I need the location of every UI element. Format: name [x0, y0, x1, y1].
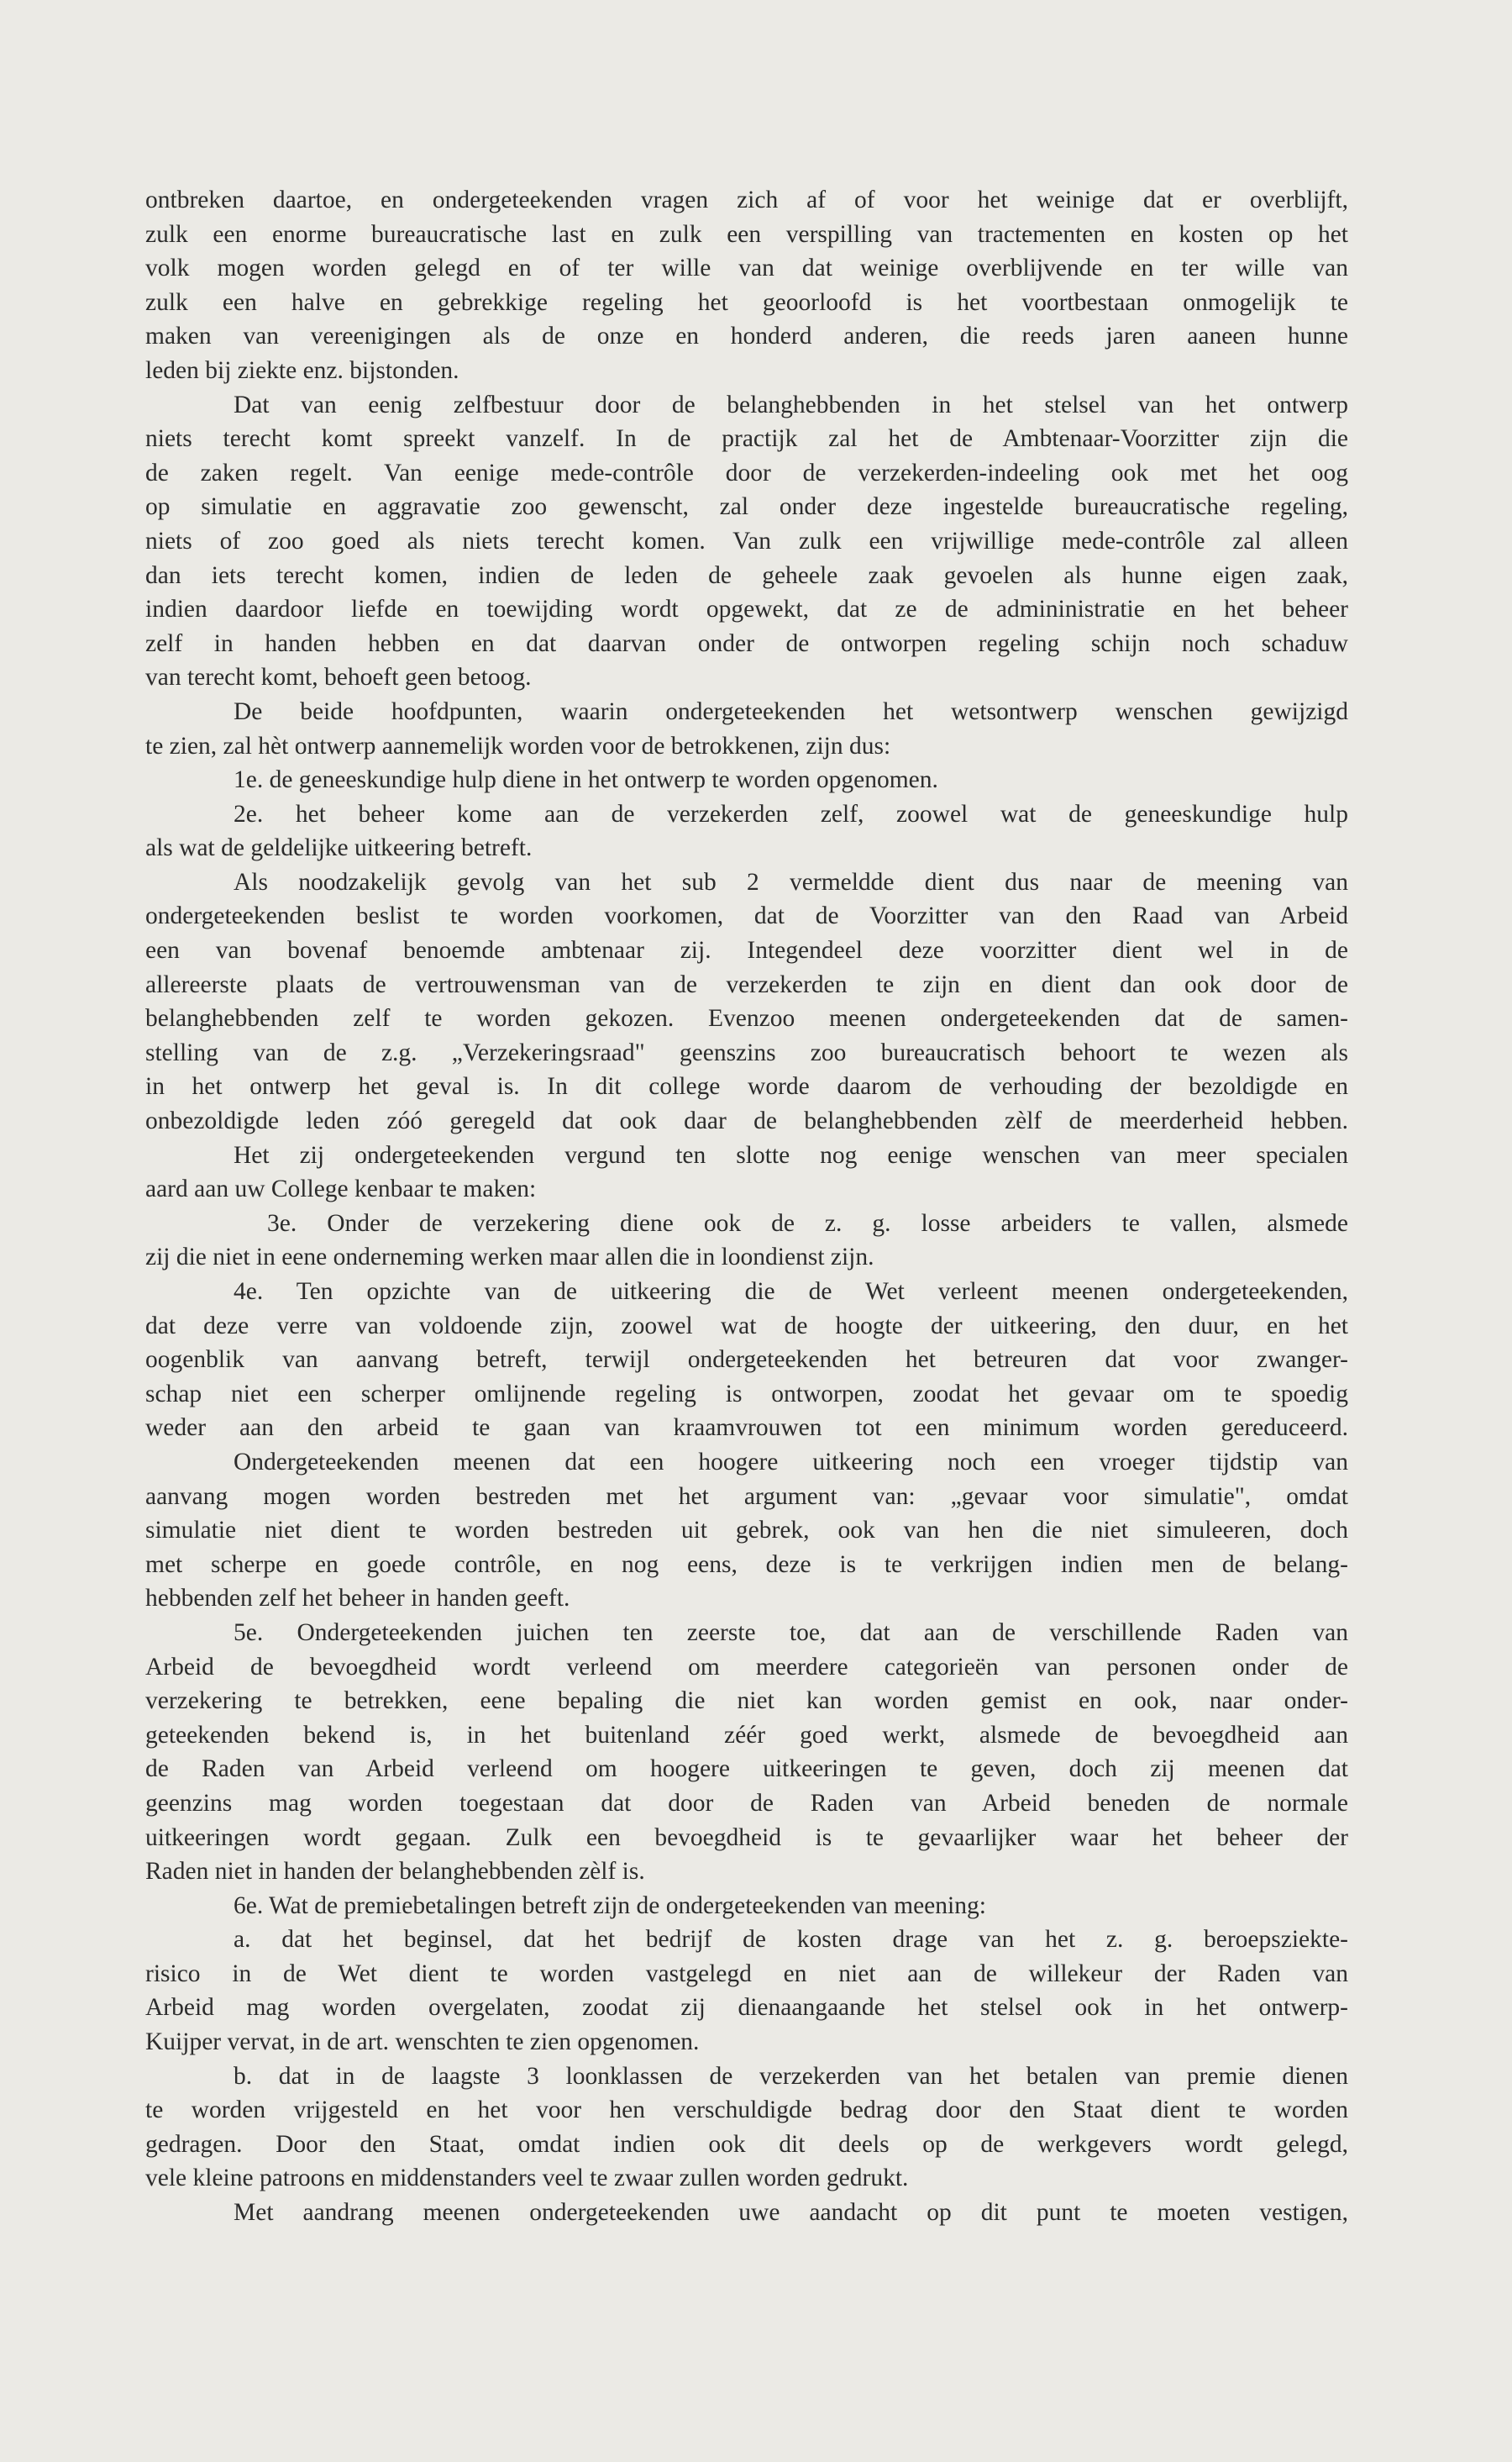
text-line: allereerste plaats de vertrouwensman van de verzekerden te zijn en dient dan ook door de — [145, 971, 1348, 998]
text-line: Raden niet in handen der belanghebbenden zèlf is. — [145, 1858, 645, 1886]
text-line: Dat van eenig zelfbestuur door de belanghebbenden in het stelsel van het ontwerp — [234, 391, 1348, 418]
text-line: zelf in handen hebben en dat daarvan onder de ontworpen regeling schijn noch schaduw — [145, 629, 1348, 657]
text-line: niets of zoo goed als niets terecht komen. Van zulk een vrijwillige mede-contrôle zal alleen — [145, 527, 1348, 555]
text-line: in het ontwerp het geval is. In dit college worde daarom de verhouding der bezoldigde en — [145, 1073, 1348, 1101]
text-line: Ondergeteekenden meenen dat een hoogere uitkeering noch een vroeger tijdstip van — [234, 1448, 1348, 1476]
text-line: ondergeteekenden beslist te worden voorkomen, dat de Voorzitter van den Raad van Arbeid — [145, 902, 1348, 930]
text-line: oogenblik van aanvang betreft, terwijl ondergeteekenden het betreuren dat voor zwanger- — [145, 1346, 1348, 1374]
text-line: belanghebbenden zelf te worden gekozen. Evenzoo meenen ondergeteekenden dat de samen- — [145, 1005, 1348, 1033]
text-line: een van bovenaf benoemde ambtenaar zij. Integendeel deze voorzitter dient wel in de — [145, 937, 1348, 965]
text-line: Kuijper vervat, in de art. wenschten te zien opgenomen. — [145, 2028, 700, 2056]
text-line: 5e. Ondergeteekenden juichen ten zeerste toe, dat aan de verschillende Raden van — [234, 1618, 1348, 1646]
text-line: simulatie niet dient te worden bestreden uit gebrek, ook van hen die niet simuleeren, doch — [145, 1517, 1348, 1544]
text-line: niets terecht komt spreekt vanzelf. In de practijk zal het de Ambtenaar-Voorzitter zijn die — [145, 425, 1348, 453]
text-line: maken van vereenigingen als de onze en honderd anderen, die reeds jaren aaneen hunne — [145, 323, 1348, 350]
text-line: geenzins mag worden toegestaan dat door de Raden van Arbeid beneden de normale — [145, 1789, 1348, 1817]
text-line: als wat de geldelijke uitkeering betreft. — [145, 834, 533, 862]
text-line: weder aan den arbeid te gaan van kraamvrouwen tot een minimum worden gereduceerd. — [145, 1414, 1348, 1442]
text-line: met scherpe en goede contrôle, en nog eens, deze is te verkrijgen indien men de belang- — [145, 1550, 1348, 1578]
text-line: geteekenden bekend is, in het buitenland zéér goed werkt, alsmede de bevoegdheid aan — [145, 1721, 1348, 1749]
text-line: a. dat het beginsel, dat het bedrijf de kosten drage van het z. g. beroepsziekte- — [234, 1926, 1348, 1954]
text-line: vele kleine patroons en middenstanders veel te zwaar zullen worden gedrukt. — [145, 2165, 909, 2192]
text-line: 1e. de geneeskundige hulp diene in het ontwerp te worden opgenomen. — [234, 766, 938, 794]
text-line: schap niet een scherper omlijnende regeling is ontworpen, zoodat het gevaar om te spoedig — [145, 1380, 1348, 1407]
text-line: zij die niet in eene onderneming werken maar allen die in loondienst zijn. — [145, 1244, 874, 1271]
text-line: dat deze verre van voldoende zijn, zoowel wat de hoogte der uitkeering, den duur, en het — [145, 1312, 1348, 1339]
text-line: 2e. het beheer kome aan de verzekerden zelf, zoowel wat de geneeskundige hulp — [234, 800, 1348, 828]
text-line: zulk een enorme bureaucratische last en zulk een verspilling van tractementen en kosten op het — [145, 220, 1348, 248]
text-line: ontbreken daartoe, en ondergeteekenden vragen zich af of voor het weinige dat er overblijft, — [145, 187, 1348, 213]
text-line: stelling van de z.g. „Verzekeringsraad" geenszins zoo bureaucratisch behoort te wezen als — [145, 1039, 1348, 1066]
text-line: dan iets terecht komen, indien de leden de geheele zaak gevoelen als hunne eigen zaak, — [145, 561, 1348, 589]
text-line: Arbeid de bevoegdheid wordt verleend om meerdere categorieën van personen onder de — [145, 1653, 1348, 1681]
text-line: De beide hoofdpunten, waarin ondergeteekenden het wetsontwerp wenschen gewijzigd — [234, 697, 1348, 725]
text-line: volk mogen worden gelegd en of ter wille van dat weinige overblijvende en ter wille van — [145, 255, 1348, 282]
text-line: aanvang mogen worden bestreden met het argument van: „gevaar voor simulatie", omdat — [145, 1482, 1348, 1510]
text-line: van terecht komt, behoeft geen betoog. — [145, 664, 532, 692]
document-body — [145, 183, 1348, 2230]
text-line: op simulatie en aggravatie zoo gewenscht, zal onder deze ingestelde bureaucratische regeling, — [145, 493, 1348, 521]
text-line: onbezoldigde leden zóó geregeld dat ook daar de belanghebbenden zèlf de meerderheid hebben. — [145, 1107, 1348, 1135]
text-line: Als noodzakelijk gevolg van het sub 2 vermeldde dient dus naar de meening van — [234, 868, 1348, 896]
text-line: te zien, zal hèt ontwerp aannemelijk worden voor de betrokkenen, zijn dus: — [145, 732, 891, 760]
text-line: Met aandrang meenen ondergeteekenden uwe aandacht op dit punt te moeten vestigen, — [234, 2199, 1348, 2227]
text-line: risico in de Wet dient te worden vastgelegd en niet aan de willekeur der Raden van — [145, 1960, 1348, 1987]
text-line: 4e. Ten opzichte van de uitkeering die de Wet verleent meenen ondergeteekenden, — [234, 1278, 1348, 1305]
text-line: leden bij ziekte enz. bijstonden. — [145, 356, 459, 384]
text-line: Arbeid mag worden overgelaten, zoodat zij dienaangaande het stelsel ook in het ontwerp- — [145, 1994, 1348, 2022]
text-line: de zaken regelt. Van eenige mede-contrôle door de verzekerden-indeeling ook met het oog — [145, 459, 1348, 487]
text-line: b. dat in de laagste 3 loonklassen de verzekerden van het betalen van premie dienen — [234, 2062, 1348, 2090]
text-line: hebbenden zelf het beheer in handen geeft. — [145, 1585, 570, 1612]
text-line: verzekering te betrekken, eene bepaling die niet kan worden gemist en ook, naar onder- — [145, 1687, 1348, 1715]
text-line: te worden vrijgesteld en het voor hen verschuldigde bedrag door den Staat dient te worden — [145, 2096, 1348, 2124]
text-line: de Raden van Arbeid verleend om hoogere uitkeeringen te geven, doch zij meenen dat — [145, 1755, 1348, 1783]
text-line: zulk een halve en gebrekkige regeling het geoorloofd is het voortbestaan onmogelijk te — [145, 288, 1348, 316]
text-line: uitkeeringen wordt gegaan. Zulk een bevoegdheid is te gevaarlijker waar het beheer der — [145, 1823, 1348, 1851]
text-line: Het zij ondergeteekenden vergund ten slotte nog eenige wenschen van meer specialen — [234, 1141, 1348, 1169]
text-line: 6e. Wat de premiebetalingen betreft zijn de ondergeteekenden van meening: — [234, 1891, 986, 1919]
text-line: 3e. Onder de verzekering diene ook de z. g. losse arbeiders te vallen, alsmede — [267, 1209, 1348, 1237]
text-line: aard aan uw College kenbaar te maken: — [145, 1176, 537, 1203]
text-line: gedragen. Door den Staat, omdat indien ook dit deels op de werkgevers wordt gelegd, — [145, 2130, 1348, 2158]
text-line: indien daardoor liefde en toewijding wordt opgewekt, dat ze de admininistratie en het beheer — [145, 596, 1348, 623]
